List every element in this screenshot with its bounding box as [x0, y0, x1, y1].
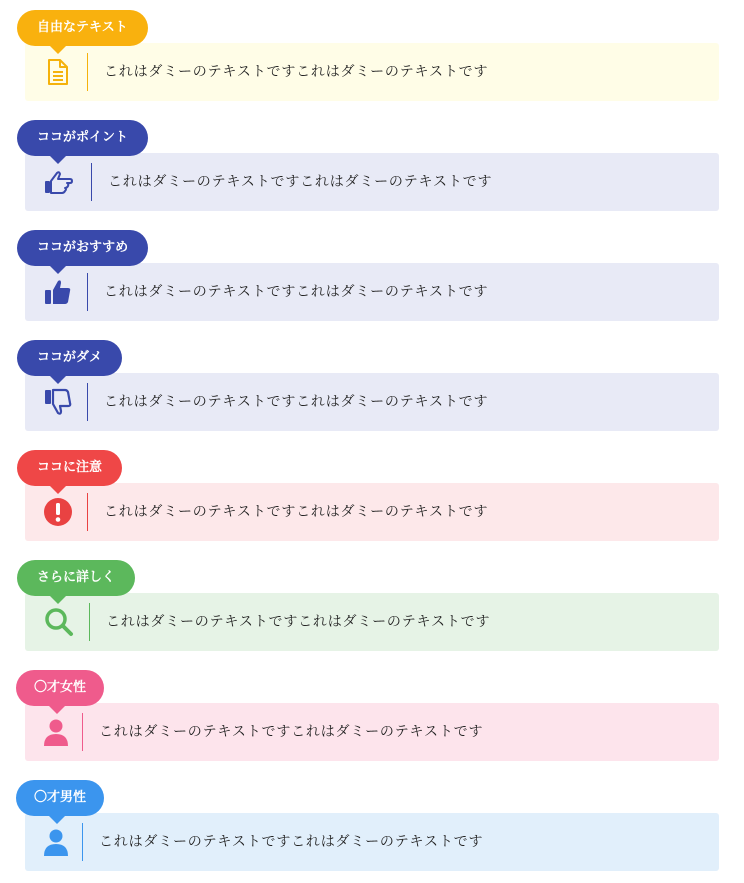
- divider: [82, 713, 83, 751]
- callout-text: これはダミーのテキストですこれはダミーのテキストです: [104, 284, 489, 300]
- divider: [89, 603, 90, 641]
- divider: [87, 493, 88, 531]
- callout-panel: [25, 373, 719, 431]
- callout-text: これはダミーのテキストですこれはダミーのテキストです: [104, 394, 489, 410]
- callout-panel: [25, 43, 719, 101]
- callout-panel: [25, 263, 719, 321]
- callout-text: これはダミーのテキストですこれはダミーのテキストです: [104, 64, 489, 80]
- callout-box-free-text: [0, 10, 744, 110]
- divider: [87, 273, 88, 311]
- callout-panel: [25, 813, 719, 871]
- person-icon: [41, 827, 71, 857]
- thumbs-up-icon: [43, 277, 73, 307]
- callout-text: これはダミーのテキストですこれはダミーのテキストです: [99, 834, 484, 850]
- callout-text: これはダミーのテキストですこれはダミーのテキストです: [106, 614, 491, 630]
- callout-panel: [25, 593, 719, 651]
- callout-label: ココがポイント: [17, 120, 148, 156]
- thumbs-down-icon: [43, 387, 73, 417]
- callout-panel: [25, 483, 719, 541]
- callout-text: これはダミーのテキストですこれはダミーのテキストです: [108, 174, 493, 190]
- divider: [87, 53, 88, 91]
- callout-box-caution: [0, 450, 744, 550]
- divider: [87, 383, 88, 421]
- callout-text: これはダミーのテキストですこれはダミーのテキストです: [99, 724, 484, 740]
- magnifier-icon: [44, 607, 74, 637]
- callout-box-recommend: [0, 230, 744, 330]
- callout-label: ココがダメ: [17, 340, 122, 376]
- divider: [82, 823, 83, 861]
- pointing-hand-icon: [43, 167, 73, 197]
- callout-label: ココに注意: [17, 450, 122, 486]
- callout-text: これはダミーのテキストですこれはダミーのテキストです: [104, 504, 489, 520]
- document-icon: [43, 57, 73, 87]
- divider: [91, 163, 92, 201]
- callout-label: 〇才女性: [16, 670, 104, 706]
- callout-box-female: [0, 670, 744, 770]
- callout-box-bad: [0, 340, 744, 440]
- callout-label: さらに詳しく: [17, 560, 135, 596]
- person-icon: [41, 717, 71, 747]
- callout-box-male: [0, 780, 744, 880]
- callout-label: 〇才男性: [16, 780, 104, 816]
- callout-label: 自由なテキスト: [17, 10, 148, 46]
- callout-box-point: [0, 120, 744, 220]
- exclamation-icon: [43, 497, 73, 527]
- callout-box-more-detail: [0, 560, 744, 660]
- callout-panel: [25, 153, 719, 211]
- callout-label: ココがおすすめ: [17, 230, 148, 266]
- callout-panel: [25, 703, 719, 761]
